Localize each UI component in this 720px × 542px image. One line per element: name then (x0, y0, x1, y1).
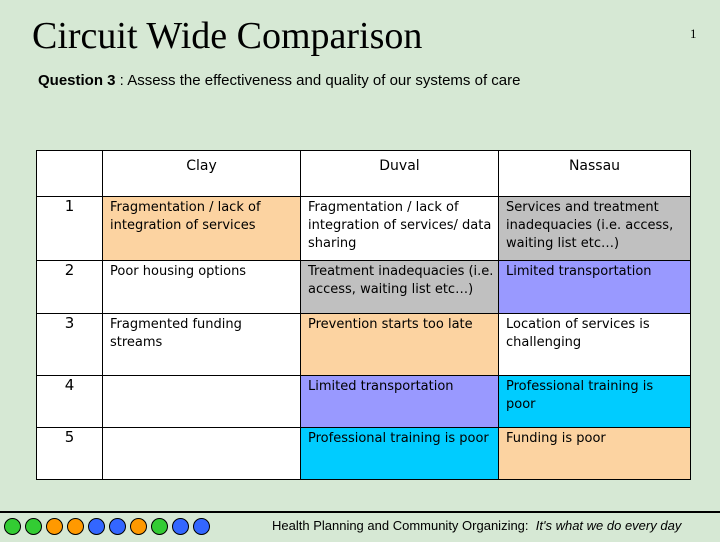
footer-text-main: Health Planning and Community Organizing: (272, 518, 529, 533)
cell-clay (103, 428, 301, 480)
cell-nassau: Services and treatment inadequacies (i.e. access, waiting list etc…) (499, 197, 691, 261)
row-number: 2 (37, 261, 103, 314)
cell-nassau: Professional training is poor (499, 376, 691, 428)
cell-duval: Professional training is poor (301, 428, 499, 480)
column-header-nassau: Nassau (499, 151, 691, 197)
slide-title: Circuit Wide Comparison (32, 15, 423, 57)
cell-duval: Treatment inadequacies (i.e. access, waiting list etc…) (301, 261, 499, 314)
cell-duval: Limited transportation (301, 376, 499, 428)
row-number: 4 (37, 376, 103, 428)
footer-text-italic: It's what we do every day (535, 518, 682, 533)
slide-number: 1 (690, 26, 697, 41)
corner-cell (37, 151, 103, 197)
row-number: 1 (37, 197, 103, 261)
circle-icon (67, 518, 84, 535)
cell-nassau: Funding is poor (499, 428, 691, 480)
cell-clay (103, 376, 301, 428)
circle-icon (151, 518, 168, 535)
cell-duval: Fragmentation / lack of integration of services/ data sharing (301, 197, 499, 261)
table-row (37, 261, 691, 314)
question-label: Question 3 (38, 72, 116, 89)
cell-nassau: Limited transportation (499, 261, 691, 314)
circle-icon (25, 518, 42, 535)
cell-nassau: Location of services is challenging (499, 314, 691, 376)
question-separator: : (115, 72, 128, 89)
cell-duval: Prevention starts too late (301, 314, 499, 376)
cell-clay: Fragmented funding streams (103, 314, 301, 376)
table-row (37, 376, 691, 428)
circle-icon (4, 518, 21, 535)
table-header-row (37, 151, 691, 197)
table-row (37, 314, 691, 376)
row-number: 3 (37, 314, 103, 376)
circle-icon (193, 518, 210, 535)
circle-icon (88, 518, 105, 535)
column-header-duval: Duval (301, 151, 499, 197)
circle-icon (109, 518, 126, 535)
table-row (37, 428, 691, 480)
row-number: 5 (37, 428, 103, 480)
cell-clay: Fragmentation / lack of integration of services (103, 197, 301, 261)
column-header-clay: Clay (103, 151, 301, 197)
question-text: Assess the effectiveness and quality of our systems of care (127, 72, 521, 89)
question-line (38, 72, 520, 89)
circle-icon (46, 518, 63, 535)
circle-icon (130, 518, 147, 535)
footer-tagline (272, 518, 681, 533)
cell-clay: Poor housing options (103, 261, 301, 314)
comparison-table (36, 150, 691, 480)
table-row (37, 197, 691, 261)
circle-icon (172, 518, 189, 535)
